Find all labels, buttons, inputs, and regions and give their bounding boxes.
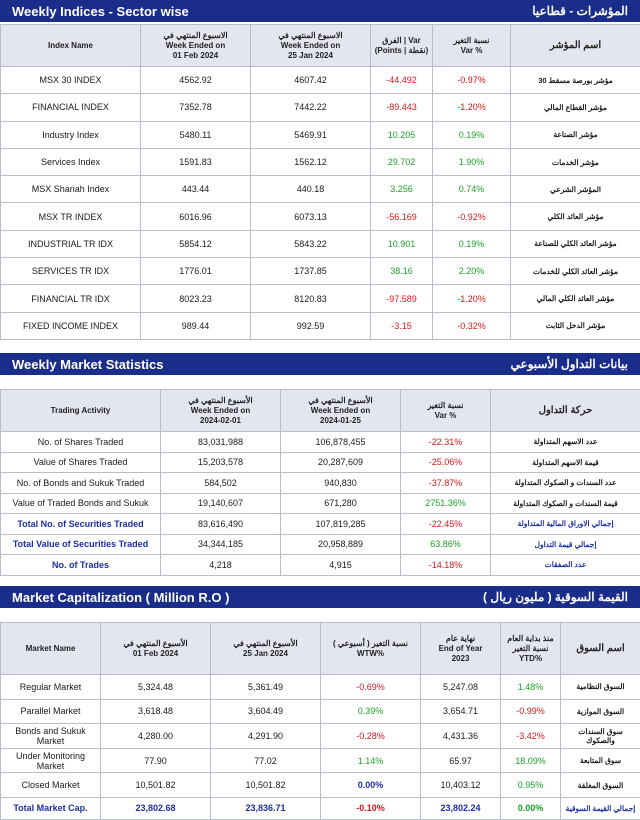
index-name: Industry Index: [1, 121, 141, 148]
var-pct: -37.87%: [401, 473, 491, 494]
market-name-ar: سوق المتابعة: [561, 748, 640, 773]
value-current: 1591.83: [141, 148, 251, 175]
wtw-pct: 1.14%: [321, 748, 421, 773]
index-name: MSX Shariah Index: [1, 176, 141, 203]
value-current: 19,140,607: [161, 493, 281, 514]
table-row: [1, 514, 640, 535]
col-trading-activity-ar: حركة التداول: [491, 390, 640, 432]
col-wtw-pct: نسبة التغير ( أسبوعي ) WTW%: [321, 623, 421, 675]
table-row: [1, 312, 640, 339]
wtw-pct: 0.39%: [321, 699, 421, 724]
wtw-pct: 0.00%: [321, 773, 421, 798]
value-previous: 4,291.90: [211, 724, 321, 749]
value-previous: 8120.83: [251, 285, 371, 312]
var-pct: 0.19%: [433, 230, 511, 257]
var-pct: 63.86%: [401, 534, 491, 555]
value-current: 34,344,185: [161, 534, 281, 555]
activity-name-ar: عدد السندات و الصكوك المتداولة: [491, 473, 640, 494]
value-current: 443.44: [141, 176, 251, 203]
table-row: [1, 121, 640, 148]
var-points: 3.256: [371, 176, 433, 203]
value-end-of-year: 10,403.12: [421, 773, 501, 798]
activity-name-ar: إجمالي الاوراق المالية المتداولة: [491, 514, 640, 535]
var-pct: -0.92%: [433, 203, 511, 230]
table-row: [1, 699, 640, 724]
index-name: FINANCIAL TR IDX: [1, 285, 141, 312]
value-current: 6016.96: [141, 203, 251, 230]
market-name: Total Market Cap.: [1, 797, 101, 819]
var-points: 10.205: [371, 121, 433, 148]
ytd-pct: -0.99%: [501, 699, 561, 724]
table-row: [1, 67, 640, 94]
market-name-ar: السوق النظامية: [561, 675, 640, 700]
value-current: 4562.92: [141, 67, 251, 94]
value-current: 5480.11: [141, 121, 251, 148]
activity-name: Value of Shares Traded: [1, 452, 161, 473]
var-points: -44.492: [371, 67, 433, 94]
value-current: 3,618.48: [101, 699, 211, 724]
var-pct: -0.32%: [433, 312, 511, 339]
value-current: 15,203,578: [161, 452, 281, 473]
value-previous: 6073.13: [251, 203, 371, 230]
col-ytd-pct: منذ بداية العام نسبة التغير YTD%: [501, 623, 561, 675]
var-pct: -14.18%: [401, 555, 491, 576]
table-row: [1, 724, 640, 749]
var-points: 29.702: [371, 148, 433, 175]
index-name-ar: مؤشر القطاع المالي: [511, 94, 640, 121]
ytd-pct: 18.09%: [501, 748, 561, 773]
activity-name-ar: عدد الصفقات: [491, 555, 640, 576]
value-previous: 77.02: [211, 748, 321, 773]
value-current: 8023.23: [141, 285, 251, 312]
value-previous: 671,280: [281, 493, 401, 514]
value-end-of-year: 23,802.24: [421, 797, 501, 819]
value-current: 5,324.48: [101, 675, 211, 700]
index-name-ar: مؤشر الصناعة: [511, 121, 640, 148]
var-pct: -25.06%: [401, 452, 491, 473]
value-previous: 5469.91: [251, 121, 371, 148]
section-title-ar: المؤشرات - قطاعيا: [532, 4, 628, 18]
activity-name-ar: إجمالي قيمة التداول: [491, 534, 640, 555]
value-previous: 10,501.82: [211, 773, 321, 798]
value-previous: 107,819,285: [281, 514, 401, 535]
activity-name: Total Value of Securities Traded: [1, 534, 161, 555]
table-row: [1, 148, 640, 175]
wtw-pct: -0.28%: [321, 724, 421, 749]
index-name: MSX 30 INDEX: [1, 67, 141, 94]
var-pct: -0.97%: [433, 67, 511, 94]
section-title-ar: القيمة السوقية ( مليون ريال ): [483, 590, 628, 604]
wtw-pct: -0.10%: [321, 797, 421, 819]
value-previous: 20,287,609: [281, 452, 401, 473]
col-week-current: الاسبوع المنتهي في Week Ended on 01 Feb 2024: [141, 25, 251, 67]
var-pct: -22.31%: [401, 432, 491, 453]
market-name-ar: سوق السندات والصكوك: [561, 724, 640, 749]
var-pct: 0.19%: [433, 121, 511, 148]
var-pct: 2751.36%: [401, 493, 491, 514]
table-row: [1, 230, 640, 257]
market-name-ar: إجمالي القيمة السوقية: [561, 797, 640, 819]
var-pct: -1.20%: [433, 285, 511, 312]
value-current: 5854.12: [141, 230, 251, 257]
col-week-previous: الاسبوع المنتهي في Week Ended on 25 Jan 2024: [251, 25, 371, 67]
index-name: FIXED INCOME INDEX: [1, 312, 141, 339]
market-name: Parallel Market: [1, 699, 101, 724]
table-row: [1, 452, 640, 473]
value-previous: 5,361.49: [211, 675, 321, 700]
index-name-ar: مؤشر الخدمات: [511, 148, 640, 175]
value-current: 83,031,988: [161, 432, 281, 453]
col-index-name: Index Name: [1, 25, 141, 67]
value-current: 7352.78: [141, 94, 251, 121]
value-previous: 4607.42: [251, 67, 371, 94]
ytd-pct: 1.48%: [501, 675, 561, 700]
value-current: 989.44: [141, 312, 251, 339]
var-points: 38.16: [371, 258, 433, 285]
market-cap-table: [0, 622, 640, 820]
index-name-ar: مؤشر العائد الكلي للصناعة: [511, 230, 640, 257]
index-name-ar: مؤشر العائد الكلي المالي: [511, 285, 640, 312]
value-previous: 1737.85: [251, 258, 371, 285]
total-row: [1, 797, 640, 819]
index-name: Services Index: [1, 148, 141, 175]
value-previous: 940,830: [281, 473, 401, 494]
var-pct: -1.20%: [433, 94, 511, 121]
index-name: SERVICES TR IDX: [1, 258, 141, 285]
value-previous: 106,878,455: [281, 432, 401, 453]
value-previous: 440.18: [251, 176, 371, 203]
col-week-current: الأسبوع المنتهي في 01 Feb 2024: [101, 623, 211, 675]
col-market-name-ar: اسم السوق: [561, 623, 640, 675]
table-row: [1, 285, 640, 312]
weekly-indices-banner: [0, 0, 640, 22]
market-name: Bonds and Sukuk Market: [1, 724, 101, 749]
index-name-ar: مؤشر العائد الكلي: [511, 203, 640, 230]
var-points: 10.901: [371, 230, 433, 257]
table-row: [1, 493, 640, 514]
value-previous: 7442.22: [251, 94, 371, 121]
market-name-ar: السوق المغلقة: [561, 773, 640, 798]
col-var-points: الفرق | Var (Points | نقطة): [371, 25, 433, 67]
var-points: -56.169: [371, 203, 433, 230]
activity-name: No. of Bonds and Sukuk Traded: [1, 473, 161, 494]
index-name: INDUSTRIAL TR IDX: [1, 230, 141, 257]
value-previous: 4,915: [281, 555, 401, 576]
index-name-ar: مؤشر الدخل الثابت: [511, 312, 640, 339]
index-name-ar: مؤشر العائد الكلي للخدمات: [511, 258, 640, 285]
var-pct: 2.20%: [433, 258, 511, 285]
value-previous: 992.59: [251, 312, 371, 339]
col-var-pct: نسبة التغير Var %: [401, 390, 491, 432]
table-row: [1, 675, 640, 700]
value-previous: 23,836.71: [211, 797, 321, 819]
var-points: -3.15: [371, 312, 433, 339]
col-week-previous: الأسبوع المنتهي في 25 Jan 2024: [211, 623, 321, 675]
value-current: 4,218: [161, 555, 281, 576]
col-trading-activity: Trading Activity: [1, 390, 161, 432]
value-current: 23,802.68: [101, 797, 211, 819]
table-row: [1, 748, 640, 773]
market-statistics-table: [0, 389, 640, 576]
value-previous: 3,604.49: [211, 699, 321, 724]
value-current: 1776.01: [141, 258, 251, 285]
table-row: [1, 258, 640, 285]
section-title-ar: بيانات التداول الأسبوعي: [510, 357, 628, 371]
market-cap-banner: [0, 586, 640, 608]
table-row: [1, 555, 640, 576]
value-current: 83,616,490: [161, 514, 281, 535]
col-week-current: الأسبوع المنتهي في Week Ended on 2024-02-01: [161, 390, 281, 432]
section-title-en: Weekly Market Statistics: [12, 356, 164, 372]
activity-name: No. of Trades: [1, 555, 161, 576]
index-name-ar: المؤشر الشرعي: [511, 176, 640, 203]
var-pct: 0.74%: [433, 176, 511, 203]
activity-name-ar: قيمة الاسهم المتداولة: [491, 452, 640, 473]
activity-name: No. of Shares Traded: [1, 432, 161, 453]
col-var-pct: نسبة التغير Var %: [433, 25, 511, 67]
table-row: [1, 203, 640, 230]
table-row: [1, 473, 640, 494]
activity-name-ar: قيمة السندات و الصكوك المتداولة: [491, 493, 640, 514]
var-points: -97.589: [371, 285, 433, 312]
table-row: [1, 176, 640, 203]
var-pct: -22.45%: [401, 514, 491, 535]
table-row: [1, 534, 640, 555]
col-index-name-ar: اسم المؤشر: [511, 25, 640, 67]
activity-name: Total No. of Securities Traded: [1, 514, 161, 535]
section-title-en: Weekly Indices - Sector wise: [12, 3, 189, 19]
table-row: [1, 773, 640, 798]
value-current: 4,280.00: [101, 724, 211, 749]
value-current: 77.90: [101, 748, 211, 773]
market-name: Regular Market: [1, 675, 101, 700]
index-name: MSX TR INDEX: [1, 203, 141, 230]
value-end-of-year: 5,247.08: [421, 675, 501, 700]
table-row: [1, 94, 640, 121]
col-end-of-year: نهاية عام End of Year 2023: [421, 623, 501, 675]
index-name: FINANCIAL INDEX: [1, 94, 141, 121]
market-name-ar: السوق الموازية: [561, 699, 640, 724]
section-title-en: Market Capitalization ( Million R.O ): [12, 589, 230, 605]
activity-name-ar: عدد الاسهم المتداولة: [491, 432, 640, 453]
value-end-of-year: 4,431.36: [421, 724, 501, 749]
market-statistics-banner: [0, 353, 640, 375]
col-market-name: Market Name: [1, 623, 101, 675]
var-points: -89.443: [371, 94, 433, 121]
ytd-pct: 0.00%: [501, 797, 561, 819]
market-name: Under Monitoring Market: [1, 748, 101, 773]
value-previous: 20,958,889: [281, 534, 401, 555]
table-row: [1, 432, 640, 453]
weekly-indices-table: [0, 24, 640, 340]
value-end-of-year: 3,654.71: [421, 699, 501, 724]
value-current: 10,501.82: [101, 773, 211, 798]
col-week-previous: الأسبوع المنتهي في Week Ended on 2024-01-25: [281, 390, 401, 432]
activity-name: Value of Traded Bonds and Sukuk: [1, 493, 161, 514]
var-pct: 1.90%: [433, 148, 511, 175]
value-end-of-year: 65.97: [421, 748, 501, 773]
wtw-pct: -0.69%: [321, 675, 421, 700]
market-name: Closed Market: [1, 773, 101, 798]
value-previous: 5843.22: [251, 230, 371, 257]
value-current: 584,502: [161, 473, 281, 494]
ytd-pct: 0.95%: [501, 773, 561, 798]
ytd-pct: -3.42%: [501, 724, 561, 749]
index-name-ar: مؤشر بورصة مسقط 30: [511, 67, 640, 94]
value-previous: 1562.12: [251, 148, 371, 175]
